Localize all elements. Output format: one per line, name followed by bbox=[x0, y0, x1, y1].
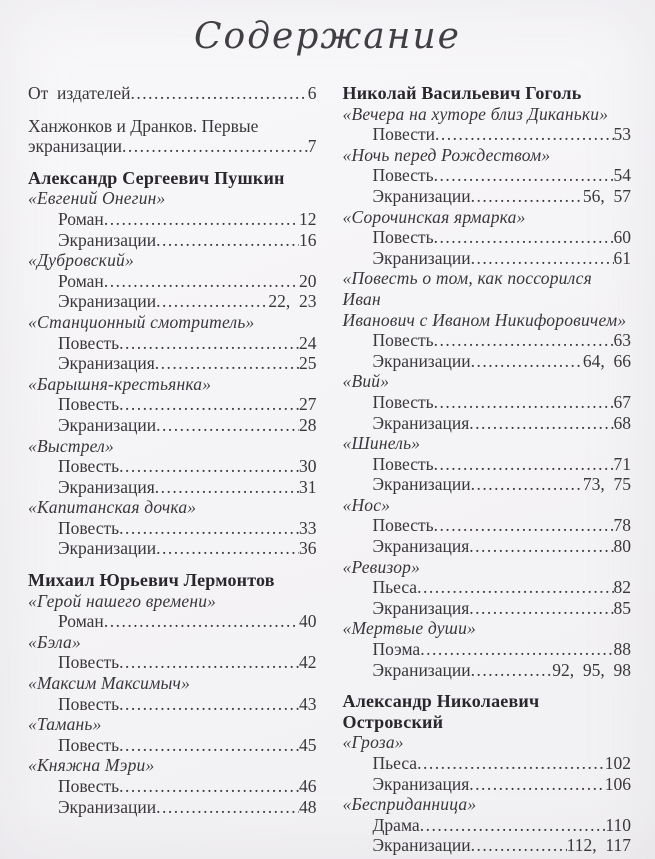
toc-entry bbox=[343, 515, 632, 536]
toc-entry bbox=[343, 639, 632, 660]
work-title: «Княжна Мэри» bbox=[28, 755, 155, 776]
page-number: 102 bbox=[604, 753, 631, 773]
toc-entry bbox=[343, 330, 632, 351]
entry-label: Экранизации bbox=[58, 796, 157, 817]
page-number: 60 bbox=[613, 227, 631, 248]
dot-leader bbox=[434, 392, 614, 413]
toc-entry bbox=[343, 248, 632, 269]
dot-leader bbox=[104, 611, 299, 632]
dot-leader bbox=[119, 776, 299, 797]
toc-entry bbox=[28, 415, 317, 436]
entry-label: Экранизации bbox=[372, 659, 471, 680]
toc-entry bbox=[343, 165, 632, 186]
page-number: 25 bbox=[299, 353, 317, 374]
dot-leader bbox=[119, 394, 299, 415]
page-number: 48 bbox=[299, 796, 317, 817]
toc-entry bbox=[28, 353, 317, 374]
work-title: «Станционный смотритель» bbox=[28, 311, 255, 332]
dot-leader bbox=[434, 165, 614, 186]
dot-leader bbox=[119, 652, 299, 673]
page-number: 30 bbox=[299, 456, 317, 477]
dot-leader bbox=[420, 815, 606, 836]
page-number: 42 bbox=[299, 652, 317, 673]
dot-leader bbox=[131, 83, 308, 104]
toc-entry bbox=[343, 474, 632, 495]
entry-label: Экранизация bbox=[58, 353, 155, 374]
page-number: 46 bbox=[299, 776, 317, 796]
page-number: 12 bbox=[299, 208, 317, 229]
page-number: 68 bbox=[613, 412, 631, 433]
work-title: «Дубровский» bbox=[28, 250, 134, 271]
entry-label: Экранизации bbox=[372, 835, 471, 856]
work-title: «Бесприданница» bbox=[342, 794, 477, 815]
dot-leader bbox=[119, 694, 299, 715]
dot-leader bbox=[122, 136, 308, 157]
page-number: 7 bbox=[307, 136, 317, 157]
toc-entry bbox=[343, 815, 632, 836]
dot-leader bbox=[417, 577, 613, 598]
dot-leader bbox=[119, 333, 299, 354]
dot-leader bbox=[104, 271, 299, 292]
page-number: 45 bbox=[299, 734, 317, 755]
entry-label: Повесть bbox=[58, 394, 120, 415]
dot-leader bbox=[156, 797, 299, 818]
toc-entry bbox=[28, 538, 317, 559]
entry-label: Повесть bbox=[58, 652, 120, 673]
toc-entry bbox=[28, 735, 317, 756]
entry-label: Экранизации bbox=[372, 185, 471, 206]
toc-entry bbox=[343, 753, 632, 774]
entry-label: Экранизации bbox=[58, 291, 157, 312]
entry-label: Экранизации bbox=[372, 247, 471, 268]
author-heading: Александр Сергеевич Пушкин bbox=[28, 167, 285, 188]
work-title: «Барышня-крестьянка» bbox=[28, 373, 212, 394]
entry-label: Повесть bbox=[372, 330, 434, 351]
entry-label: Повесть bbox=[58, 776, 120, 796]
work-title: «Тамань» bbox=[28, 714, 102, 735]
page-number: 53 bbox=[613, 124, 631, 145]
page-number: 78 bbox=[613, 515, 631, 536]
toc-entry bbox=[28, 518, 317, 539]
page-number: 56, 57 bbox=[582, 185, 631, 206]
entry-label: Повесть bbox=[372, 165, 434, 186]
entry-label: Экранизация bbox=[372, 412, 470, 433]
author-heading: Михаил Юрьевич Лермонтов bbox=[28, 570, 275, 591]
dot-leader bbox=[156, 538, 299, 559]
work-title: «Выстрел» bbox=[28, 435, 114, 456]
toc-entry bbox=[28, 456, 317, 477]
toc-entry bbox=[28, 271, 317, 292]
page-number: 24 bbox=[299, 332, 317, 353]
entry-label: Повесть bbox=[372, 391, 434, 412]
work-title: «Гроза» bbox=[342, 732, 404, 753]
page-number: 28 bbox=[299, 414, 317, 435]
dot-leader bbox=[469, 774, 604, 795]
toc-entry bbox=[28, 136, 317, 157]
entry-label: Повесть bbox=[58, 734, 120, 755]
entry-label: Повесть bbox=[58, 456, 120, 477]
work-title: «Сорочинская ярмарка» bbox=[342, 206, 526, 227]
page-number: 61 bbox=[613, 247, 631, 268]
dot-leader bbox=[471, 835, 567, 856]
dot-leader bbox=[104, 209, 299, 230]
entry-label: Повесть bbox=[372, 515, 434, 536]
entry-label: Повесть bbox=[58, 693, 120, 714]
dot-leader bbox=[434, 330, 614, 351]
toc-entry bbox=[28, 477, 317, 498]
dot-leader bbox=[471, 248, 614, 269]
entry-label: Повесть bbox=[58, 332, 120, 353]
toc-entry bbox=[343, 392, 632, 413]
toc-entry bbox=[28, 230, 317, 251]
page-number: 82 bbox=[613, 577, 631, 598]
toc-entry bbox=[343, 774, 632, 795]
dot-leader bbox=[156, 415, 299, 436]
work-title: «Ревизор» bbox=[342, 556, 421, 577]
toc-entry bbox=[343, 536, 632, 557]
dot-leader bbox=[119, 735, 299, 756]
work-title: «Евгений Онегин» bbox=[28, 188, 166, 209]
toc-entry bbox=[28, 333, 317, 354]
page-number: 31 bbox=[299, 476, 317, 497]
page-number: 80 bbox=[613, 536, 631, 557]
entry-label: Пьеса bbox=[372, 753, 418, 773]
dot-leader bbox=[156, 230, 299, 251]
entry-label: Экранизации bbox=[372, 474, 471, 495]
toc-entry bbox=[343, 454, 632, 475]
page-number: 64, 66 bbox=[582, 350, 631, 371]
page-number: 73, 75 bbox=[582, 474, 631, 495]
entry-label: Повесть bbox=[372, 227, 434, 248]
entry-label: От издателей bbox=[28, 83, 131, 103]
toc-entry bbox=[343, 835, 632, 856]
dot-leader bbox=[469, 536, 613, 557]
dot-leader bbox=[434, 227, 614, 248]
dot-leader bbox=[434, 454, 614, 475]
dot-leader bbox=[155, 477, 299, 498]
entry-label: Роман bbox=[58, 208, 104, 229]
page-number: 110 bbox=[605, 814, 631, 835]
work-title: «Повесть о том, как поссорился Иван bbox=[342, 268, 592, 309]
entry-label: Экранизация bbox=[372, 536, 470, 557]
entry-label: Экранизации bbox=[372, 350, 471, 371]
dot-leader bbox=[469, 413, 613, 434]
work-title: «Капитанская дочка» bbox=[28, 497, 197, 518]
toc-entry bbox=[28, 291, 317, 312]
entry-label: Поэма bbox=[372, 639, 421, 660]
page-number: 71 bbox=[613, 453, 631, 474]
toc-column-right bbox=[343, 83, 632, 856]
work-title: «Мертвые души» bbox=[342, 618, 476, 639]
page-number: 43 bbox=[299, 693, 317, 714]
dot-leader bbox=[471, 660, 553, 681]
toc-entry bbox=[343, 124, 632, 145]
page-number: 6 bbox=[307, 83, 317, 103]
work-title: «Бэла» bbox=[28, 631, 81, 652]
entry-label: Пьеса bbox=[372, 577, 418, 598]
dot-leader bbox=[417, 753, 605, 774]
page-number: 36 bbox=[299, 538, 317, 559]
toc-entry bbox=[28, 652, 317, 673]
entry-label: Экранизация bbox=[372, 773, 470, 794]
page-number: 106 bbox=[604, 773, 631, 794]
dot-leader bbox=[119, 456, 299, 477]
toc-entry bbox=[28, 209, 317, 230]
entry-label: Повесть bbox=[372, 453, 434, 474]
entry-label: экранизации bbox=[28, 136, 123, 157]
entry-label: Экранизации bbox=[58, 414, 157, 435]
dot-leader bbox=[434, 515, 614, 536]
page-number: 85 bbox=[613, 597, 631, 618]
entry-label: Роман bbox=[58, 611, 104, 632]
work-title: «Герой нашего времени» bbox=[28, 590, 217, 611]
dot-leader bbox=[119, 518, 299, 539]
toc-entry bbox=[28, 611, 317, 632]
page-number: 20 bbox=[299, 270, 317, 291]
toc-entry bbox=[343, 598, 632, 619]
page-number: 22, 23 bbox=[268, 291, 317, 312]
toc-entry bbox=[28, 394, 317, 415]
page-number: 40 bbox=[299, 611, 317, 632]
entry-label: Драма bbox=[372, 814, 420, 835]
dot-leader bbox=[469, 598, 613, 619]
entry-label: Повесть bbox=[58, 517, 120, 538]
dot-leader bbox=[420, 639, 613, 660]
page-number: 67 bbox=[613, 391, 631, 412]
toc-text-line: Ханжонков и Дранков. Первые bbox=[28, 115, 259, 136]
work-title: «Максим Максимыч» bbox=[28, 673, 191, 694]
page-number: 54 bbox=[613, 165, 631, 186]
toc-column-left bbox=[28, 83, 317, 856]
work-title: «Нос» bbox=[342, 494, 391, 515]
dot-leader bbox=[471, 351, 583, 372]
dot-leader bbox=[471, 474, 583, 495]
work-title: «Вечера на хуторе близ Диканьки» bbox=[342, 103, 609, 124]
dot-leader bbox=[471, 186, 583, 207]
page-number: 16 bbox=[299, 229, 317, 250]
toc-entry bbox=[28, 797, 317, 818]
page-number: 92, 95, 98 bbox=[552, 659, 631, 680]
entry-label: Повести bbox=[372, 124, 436, 145]
entry-label: Роман bbox=[58, 270, 104, 291]
toc-entry bbox=[343, 413, 632, 434]
toc-entry bbox=[28, 83, 317, 104]
author-heading: Александр Николаевич Островский bbox=[342, 691, 540, 732]
author-heading: Николай Васильевич Гоголь bbox=[342, 83, 582, 103]
work-title: Иванович с Иваном Никифоровичем» bbox=[342, 309, 627, 330]
toc-entry bbox=[343, 577, 632, 598]
work-title: «Ночь перед Рождеством» bbox=[342, 144, 551, 165]
entry-label: Экранизации bbox=[58, 229, 157, 250]
toc-entry bbox=[343, 660, 632, 681]
toc-entry bbox=[343, 351, 632, 372]
dot-leader bbox=[155, 353, 299, 374]
page-number: 88 bbox=[613, 639, 631, 660]
toc-entry bbox=[343, 186, 632, 207]
page-number: 112, 117 bbox=[566, 835, 631, 856]
page-number: 33 bbox=[299, 517, 317, 538]
entry-label: Экранизации bbox=[58, 538, 157, 559]
dot-leader bbox=[156, 291, 268, 312]
toc-entry bbox=[28, 776, 317, 797]
toc-columns bbox=[0, 57, 655, 856]
work-title: «Вий» bbox=[342, 371, 390, 392]
page-number: 63 bbox=[613, 330, 631, 351]
entry-label: Экранизация bbox=[58, 476, 155, 497]
toc-entry bbox=[343, 227, 632, 248]
dot-leader bbox=[435, 124, 613, 145]
entry-label: Экранизация bbox=[372, 597, 470, 618]
toc-entry bbox=[28, 694, 317, 715]
work-title: «Шинель» bbox=[342, 433, 421, 454]
page-number: 27 bbox=[299, 394, 317, 415]
page-title: Содержание bbox=[194, 16, 461, 57]
